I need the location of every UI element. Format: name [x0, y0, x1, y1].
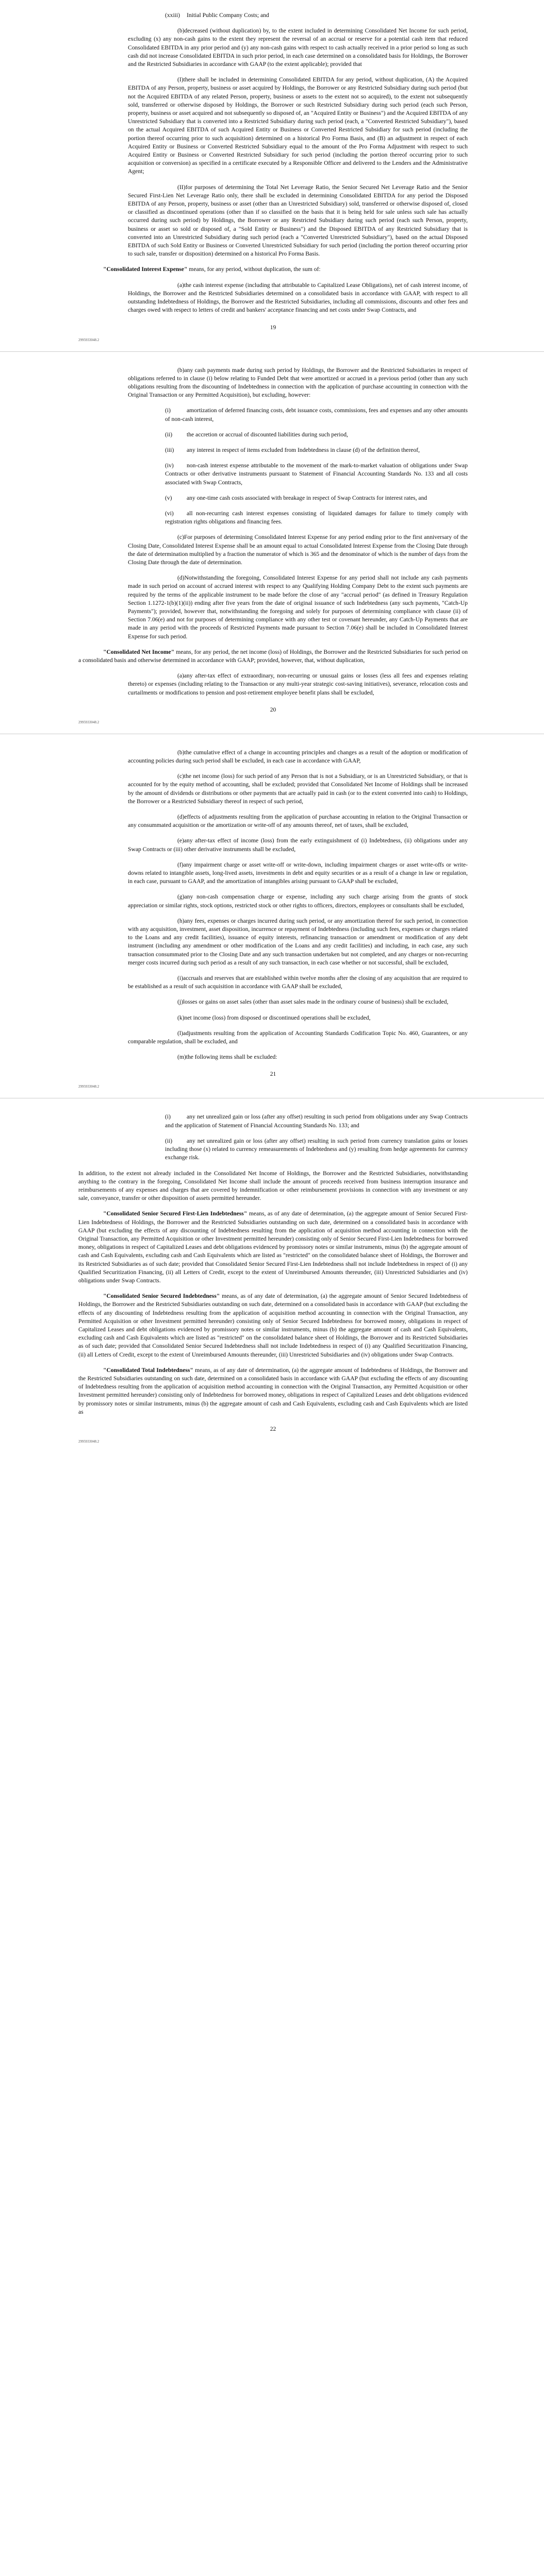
clause-ii: (ii) the accretion or accrual of discounted liabilities during such period, — [165, 431, 348, 438]
clause-b: (b)any cash payments made during such period by Holdings, the Borrower and the Restricted Subsidiaries in respect of obligations referred to in clause (i) below relating to Funded Debt that were amortized or accrued in a previous period (other than any such obligations resulting from the discounting of Indebtedness in connection with the application of purchase accounting in connection with the Original Transaction or any Permitted Acquisition), but excluding, however: — [128, 366, 468, 399]
clause-a: (a)the cash interest expense (including that attributable to Capitalized Lease Obligations), net of cash interest income, of Holdings, the Borrower and the Restricted Subsidiaries determined on a consolidated basis in accordance with GAAP, with respect to all outstanding Indebtedness of Holdings, the Borrower and the Restricted Subsidiaries, including all commissions, discounts and other fees and charges owed with respect to letters of credit and bankers' acceptance financing and net costs under Swap Contracts, and — [128, 281, 468, 314]
clause-c: (c)the net income (loss) for such period of any Person that is not a Subsidiary, or is an Unrestricted Subsidiary, or that is accounted for by the equity method of accounting, shall be excluded; provided that Consolidated Net Income of Holdings shall be increased by the amount of dividends or distributions or other payments that are actually paid in cash (or to the extent converted into cash) to Holdings, the Borrower or a Restricted Subsidiary thereof in respect of such period, — [128, 773, 468, 805]
definition-consolidated-interest-expense: "Consolidated Interest Expense" means, for any period, without duplication, the sum of: — [103, 266, 321, 273]
clause-xxiii: (xxiii) Initial Public Company Costs; and — [165, 12, 269, 19]
page-22 — [78, 1108, 468, 1444]
clause-v: (v) any one-time cash costs associated with breakage in respect of Swap Contracts for interest rates, and — [165, 494, 427, 501]
clause-d: (d)effects of adjustments resulting from the application of purchase accounting in relation to the Original Transaction or any consummated acquisition or the amortization or write-off of any amounts thereof, net of taxes, shall be excluded, — [128, 814, 468, 829]
page-21 — [78, 743, 468, 1089]
clause-b: (b)the cumulative effect of a change in accounting principles and changes as a result of the adoption or modification of accounting policies during such period shall be excluded, in each case in accordance with GAAP, — [128, 749, 468, 764]
page-number: 22 — [270, 1425, 276, 1432]
page-19 — [78, 0, 468, 342]
clause-vi: (vi) all non-recurring cash interest expenses consisting of liquidated damages for failure to timely comply with registration rights obligations and financing fees. — [165, 510, 468, 526]
clause-iii: (iii) any interest in respect of items excluded from Indebtedness in clause (d) of the definition thereof, — [165, 446, 420, 453]
clause-iv: (iv) non-cash interest expense attributable to the movement of the mark-to-market valuation of obligations under Swap Contracts or other derivative instruments pursuant to Statement of Financial Accounting Standards No. 133 and all costs associated with Swap Contracts, — [165, 462, 468, 486]
definition-consolidated-net-income: "Consolidated Net Income" means, for any period, the net income (loss) of Holdings, the Borrower and the Restricted Subsidiaries for such period on a consolidated basis and otherwise determined in accordance with GAAP; provided, however, that, without duplication, — [78, 648, 468, 664]
clause-I: (I)there shall be included in determining Consolidated EBITDA for any period, without duplication, (A) the Acquired EBITDA of any Person, property, business or asset acquired by Holdings, the Borrower or any Restricted Subsidiary during such period (but not the Acquired EBITDA of any related Person, property, business or assets to the extent not so acquired), to the extent not subsequently sold, transferred or otherwise disposed by Holdings, the Borrower or such Restricted Subsidiary during such period (each such Person, property, business or asset acquired and not subsequently so disposed of, an "Acquired Entity or Business") and the Acquired EBITDA of any Unrestricted Subsidiary that is converted into a Restricted Subsidiary during such period (each, a "Converted Restricted Subsidiary"), based on the actual Acquired EBITDA of such Acquired Entity or Business or Converted Restricted Subsidiary for such period (including the portion thereof occurring prior to such acquisition) determined on a historical Pro Forma Basis, and (B) an adjustment in respect of each Acquired Entity or Business or Converted Restricted Subsidiary equal to the amount of the Pro Forma Adjustment with respect to such Acquired Entity or Business or Converted Restricted Subsidiary for such period (including the portion thereof occurring prior to such acquisition or conversion) as specified in a certificate executed by a Responsible Officer and delivered to the Lenders and the Administrative Agent; — [128, 76, 468, 175]
clause-i: (i) any net unrealized gain or loss (after any offset) resulting in such period from obligations under any Swap Contracts and the application of Statement of Financial Accounting Standards No. 133; and — [165, 1113, 468, 1129]
clause-d: (d)Notwithstanding the foregoing, Consolidated Interest Expense for any period shall not include any cash payments made in such period on account of accrued interest with respect to any Qualifying Holding Company Debt to the extent such payments are required by the terms of the applicable instrument to be made before the close of any "accrual period" (as defined in Treasury Regulation Section 1.1272-1(b)(1)(ii)) ending after five years from the date of original issuance of such Indebtedness (any such payments, "Catch-Up Payments"); provided, however that, notwithstanding the foregoing and solely for purposes of determining compliance with clause (ii) of Section 7.06(e) and not for purposes of determining compliance with any other test or covenant hereunder, any Catch-Up Payments that are made in any period with the proceeds of Restricted Payments made pursuant to Section 7.06(e) shall be included in Consolidated Interest Expense for such period. — [128, 574, 468, 640]
clause-c: (c)For purposes of determining Consolidated Interest Expense for any period ending prior to the first anniversary of the Closing Date, Consolidated Interest Expense shall be an amount equal to actual Consolidated Interest Expense from the Closing Date through the date of determination multiplied by a fraction the numerator of which is 365 and the denominator of which is the number of days from the Closing Date through the date of determination. — [128, 534, 468, 566]
definition-senior-secured-first-lien-indebtedness: "Consolidated Senior Secured First-Lien Indebtedness" means, as of any date of determination, (a) the aggregate amount of Senior Secured First-Lien Indebtedness of Holdings, the Borrower and the Restricted Subsidiaries outstanding on such date, determined on a consolidated basis in accordance with GAAP (but excluding the effects of any discounting of Indebtedness resulting from the application of acquisition method accounting in connection with the Original Transaction, any Permitted Acquisition or other Investment permitted hereunder) consisting only of Senior Secured First-Lien Indebtedness for borrowed money, obligations in respect of Capitalized Leases and debt obligations evidenced by promissory notes or similar instruments, minus (b) the aggregate amount of cash and Cash Equivalents, excluding cash and Cash Equivalents which are listed as "restricted" on the consolidated balance sheet of Holdings, the Borrower and its Restricted Subsidiaries as of such date; provided that Consolidated Senior Secured First-Lien Indebtedness shall not include Indebtedness in respect of (i) any Qualified Securitization Financing, (ii) all Letters of Credit, except to the extent of Unreimbursed Amounts thereunder, (iii) Unrestricted Subsidiaries and (iv) obligations under Swap Contracts. — [78, 1210, 468, 1284]
page-number: 21 — [270, 1071, 276, 1078]
doc-id: 2995933048.2 — [78, 720, 100, 724]
clause-i: (i) amortization of deferred financing costs, debt issuance costs, commissions, fees and expenses and any other amounts of non-cash interest, — [165, 407, 468, 422]
page-break — [0, 351, 544, 352]
clause-l: (l)adjustments resulting from the application of Accounting Standards Codification Topic No. 460, Guarantees, or any comparable regulation, shall be excluded, and — [128, 1029, 468, 1045]
definition-total-indebtedness: "Consolidated Total Indebtedness" means, as of any date of determination, (a) the aggregate amount of Indebtedness of Holdings, the Borrower and the Restricted Subsidiaries outstanding on such date, determined on a consolidated basis in accordance with GAAP (but excluding the effects of any discounting of Indebtedness resulting from the application of acquisition method accounting in connection with the Original Transaction, any Permitted Acquisition or other Investment permitted hereunder) consisting only of Indebtedness for borrowed money, obligations in respect of Capitalized Leases and debt obligations evidenced by promissory notes or similar instruments, minus (b) the aggregate amount of cash and Cash Equivalents, excluding cash and Cash Equivalents which are listed as — [78, 1366, 468, 1415]
clause-f: (f)any impairment charge or asset write-off or write-down, including impairment charges or asset write-offs or write-downs related to intangible assets, long-lived assets, investments in debt and equity securities or as a result of a change in law or regulation, in each case, pursuant to GAAP, and the amortization of intangibles arising pursuant to GAAP shall be excluded, — [128, 861, 468, 885]
clause-m: (m)the following items shall be excluded: — [177, 1054, 277, 1061]
page-20 — [78, 361, 468, 724]
clause-j: (j)losses or gains on asset sales (other than asset sales made in the ordinary course of business) shall be excluded, — [177, 998, 449, 1006]
clause-k: (k)net income (loss) from disposed or discontinued operations shall be excluded, — [177, 1014, 371, 1021]
clause-i: (i)accruals and reserves that are established within twelve months after the closing of any acquisition that are required to be established as a result of such acquisition in accordance with GAAP shall be excluded, — [128, 975, 468, 990]
page-number: 19 — [270, 324, 276, 331]
addition-paragraph: In addition, to the extent not already included in the Consolidated Net Income of Holdings, the Borrower and the Restricted Subsidiaries, notwithstanding anything to the contrary in the foregoing, Consolidated Net Income shall include the amount of proceeds received from business interruption insurance and reimbursements of any expenses and charges that are covered by indemnification or other reimbursement provisions in connection with any investment or any sale, conveyance, transfer or other disposition of assets permitted hereunder. — [78, 1170, 468, 1202]
clause-a: (a)any after-tax effect of extraordinary, non-recurring or unusual gains or losses (less all fees and expenses relating thereto) or expenses (including relating to the Transaction or any multi-year strategic cost-saving initiatives), severance, relocation costs and curtailments or modifications to pension and post-retirement employee benefit plans shall be excluded, — [128, 672, 468, 696]
clause-b: (b)decreased (without duplication) by, to the extent included in determining Consolidated Net Income for such period, excluding (x) any non-cash gains to the extent they represent the reversal of an accrual or reserve for a potential cash item that reduced Consolidated EBITDA in any prior period and (y) any non-cash gains with respect to cash actually received in a prior period so long as such cash did not increase Consolidated EBITDA in such prior period, in each case determined on a consolidated basis for Holdings, the Borrower and the Restricted Subsidiaries in accordance with GAAP (to the extent applicable); provided that — [128, 27, 468, 68]
clause-II: (II)for purposes of determining the Total Net Leverage Ratio, the Senior Secured Net Leverage Ratio and the Senior Secured First-Lien Net Leverage Ratio only, there shall be excluded in determining Consolidated EBITDA for any period the Disposed EBITDA of any Person, property, business or asset (other than an Unrestricted Subsidiary) sold, transferred or otherwise disposed of, closed or classified as discontinued operations (other than if so classified on the basis that it is being held for sale unless such sale has actually occurred during such period) by Holdings, the Borrower or any Restricted Subsidiary during such period (each such Person, property, business or asset so sold or disposed of, a "Sold Entity or Business") and the Disposed EBITDA of any Restricted Subsidiary that is converted into an Unrestricted Subsidiary during such period (each a "Converted Unrestricted Subsidiary"), based on the actual Disposed EBITDA of such Sold Entity or Business or Converted Unrestricted Subsidiary for such period (including the portion thereof occurring prior to such sale, transfer or disposition) determined on a historical Pro Forma Basis. — [128, 183, 468, 258]
doc-id: 2995933048.2 — [78, 1439, 100, 1444]
clause-ii: (ii) any net unrealized gain or loss (after any offset) resulting in such period from currency translation gains or losses including those (x) related to currency remeasurements of Indebtedness and (y) resulting from hedge agreements for currency exchange risk. — [165, 1137, 468, 1161]
clause-g: (g)any non-cash compensation charge or expense, including any such charge arising from the grants of stock appreciation or similar rights, stock options, restricted stock or other rights to officers, directors, employees or consultants shall be excluded, — [128, 893, 468, 909]
doc-id: 2995933048.2 — [78, 337, 100, 342]
clause-h: (h)any fees, expenses or charges incurred during such period, or any amortization thereof for such period, in connection with any acquisition, investment, asset disposition, incurrence or repayment of Indebtedness (including such fees, expenses or charges related to the Loans and any credit facilities), issuance of equity interests, refinancing transaction or amendment or modification of any debt instrument (including any amendment or other modification of the Loans and any credit facilities) and including, in each case, any such transaction consummated prior to the Closing Date and any such transaction undertaken but not completed, and any charges or non-recurring merger costs incurred during such period as a result of any such transaction, in each case whether or not successful, shall be excluded, — [128, 917, 468, 966]
definition-senior-secured-indebtedness: "Consolidated Senior Secured Indebtedness" means, as of any date of determination, (a) the aggregate amount of Senior Secured Indebtedness of Holdings, the Borrower and the Restricted Subsidiaries outstanding on such date, determined on a consolidated basis in accordance with GAAP (but excluding the effects of any discounting of Indebtedness resulting from the application of acquisition method accounting in connection with the Original Transaction, any Permitted Acquisition or other Investment permitted hereunder) consisting only of Senior Secured Indebtedness for borrowed money, obligations in respect of Capitalized Leases and debt obligations evidenced by promissory notes or similar instruments, minus (b) the aggregate amount of cash and Cash Equivalents, excluding cash and Cash Equivalents which are listed as "restricted" on the consolidated balance sheet of Holdings, the Borrower and its Restricted Subsidiaries as of such date; provided that Consolidated Senior Secured Indebtedness shall not include Indebtedness in respect of (i) any Qualified Securitization Financing, (ii) all Letters of Credit, except to the extent of Unreimbursed Amounts thereunder, (iii) Unrestricted Subsidiaries and (iv) obligations under Swap Contracts. — [78, 1293, 468, 1358]
doc-id: 2995933048.2 — [78, 1084, 100, 1089]
clause-e: (e)any after-tax effect of income (loss) from the early extinguishment of (i) Indebtedness, (ii) obligations under any Swap Contracts or (iii) other derivative instruments shall be excluded, — [128, 837, 468, 853]
page-number: 20 — [270, 706, 276, 713]
